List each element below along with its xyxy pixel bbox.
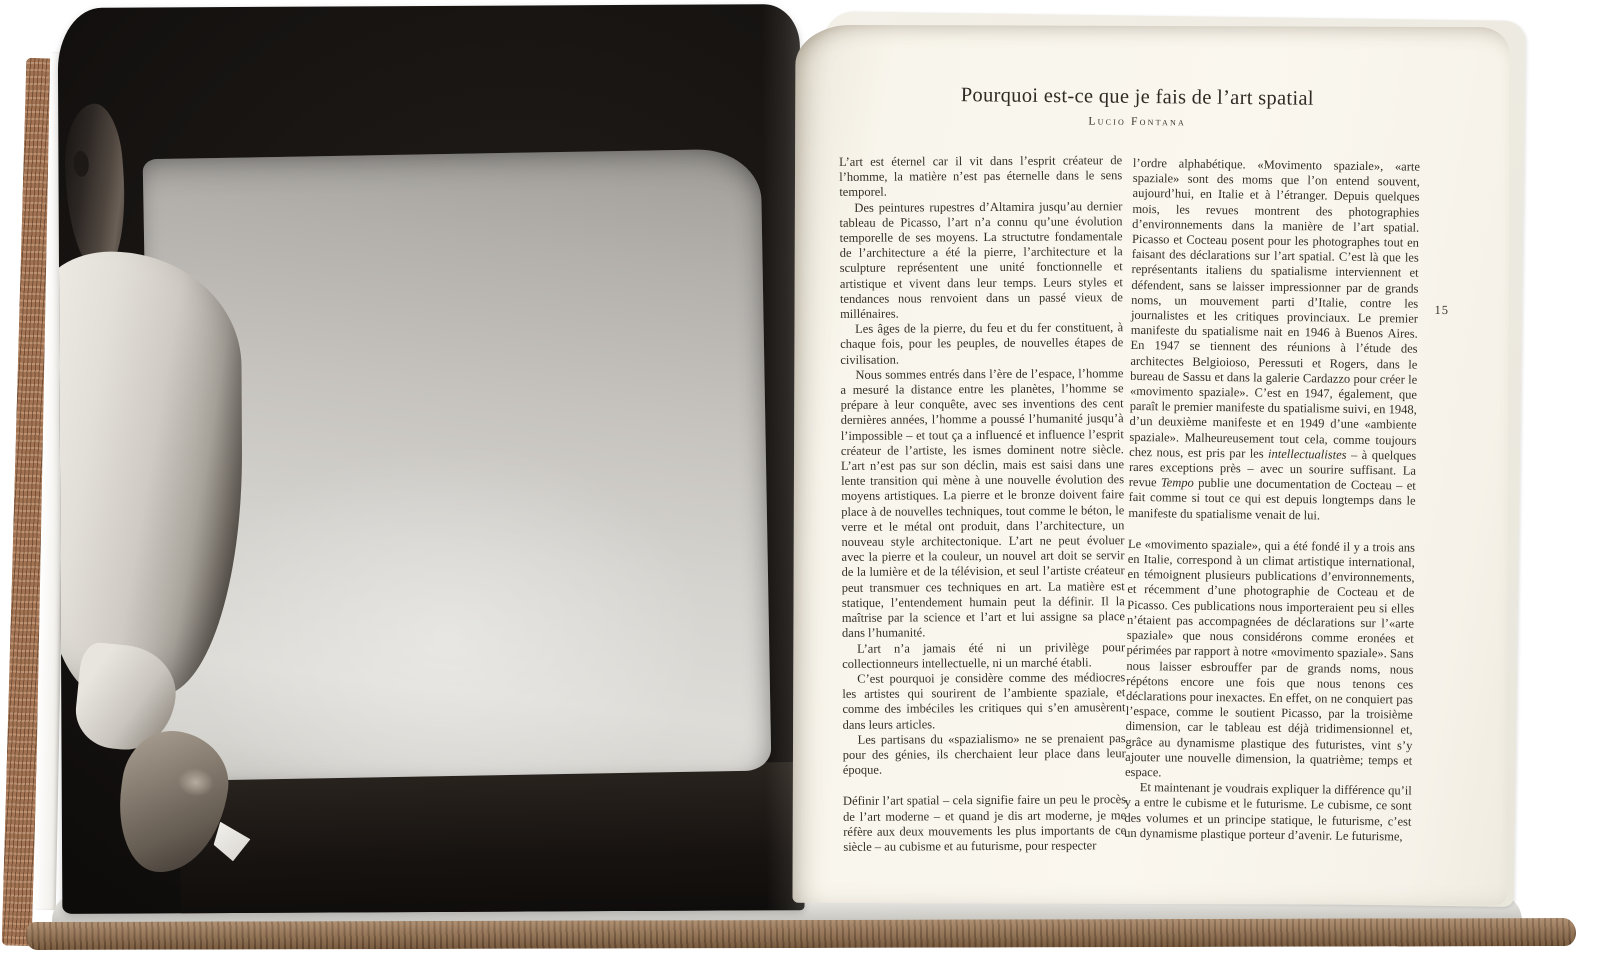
- paragraph: Les âges de la pierre, du feu et du fer constituent, à chaque fois, pour les peuples, de nouvelles étapes de civilisation.: [840, 320, 1124, 367]
- paragraph: Le «movimento spaziale», qui a été fondé il y a trois ans en Italie, correspond à un climat artistique international, en témoignent plusieurs publications d’environnements, et récemment d’une photographie de Cocteau et de Picasso. Ces publications nous importeraient peu si elles n’étaient pas accompagnées de déclarations sur l’«arte spaziale» que nous considérons comme eronées et périmées par rapport à notre «movimento spaziale». Sans nous laisser esbrouffer par de grands noms, nous répétons encore une fois que nous tenons ces déclarations pour inexactes. En effet, on ne conquiert pas l’espace, comme le soutient Picasso, par la troisième dimension, car le tableau est déjà tridimensionnel et, grâce au dynamisme plastique des futuristes, vint s’y ajouter une nouvelle dimension, la quatrième; temps et espace.: [1124, 536, 1416, 780]
- author-byline: Lucio Fontana: [1088, 115, 1187, 129]
- paragraph: L’art n’a jamais été ni un privilège pour collectionneurs intellectuelle, ni un marché établi.: [842, 639, 1126, 671]
- right-page-text: [792, 25, 1509, 905]
- paragraph: Nous sommes entrés dans l’ère de l’espace, l’homme a mesuré la distance entre les planètes, l’homme se prépare à leur conquête, avec ses inventions des cent dernières années, l’homme a poussé l’humanité jusqu’à l’impossible – et tout ça a influencé et influence l’esprit créateur de l’artiste, les ismes dominent notre siècle. L’art n’est pas sur son déclin, mais est saisi dans une lente transition qui mène à une nouvelle évolution des moyens artistiques. La pierre et le bronze doivent faire place à de nouvelles techniques, tout comme le béton, le verre et le métal ont produit, dans l’architecture, un nouveau style architectonique. L’art ne peut évoluer avec la pierre et la couleur, un nouvel art doit se servir de la lumière et de la télévision, et seul l’artiste créateur peut transmuer ces techniques en art. La matière est statique, l’entendement humain peut la définir. Il la maîtrise par la science et l’art et lui assigne sa place dans l’humanité.: [840, 366, 1125, 641]
- page-title: Pourquoi est-ce que je fais de l’art spatial: [960, 84, 1314, 110]
- paragraph: Les partisans du «spazialismo» ne se prenaient pas pour des génies, ils cherchaient leur place dans leur époque.: [842, 730, 1126, 778]
- text-columns: [837, 155, 1420, 857]
- column-left: [839, 153, 1126, 855]
- paragraph: Définir l’art spatial – cela signifie faire un peu le procès de l’art moderne – et quand je dis art moderne, je me réfère aux deux mouvements les plus importants de ce siècle – au cubisme et au futurisme, pour respecter: [842, 792, 1127, 854]
- book-cover-bottom-edge: [26, 918, 1576, 950]
- paragraph: L’art est éternel car il vit dans l’esprit créateur de l’homme, la matière n’est pas éternelle dans le sens temporel.: [839, 153, 1123, 200]
- paragraph: C’est pourquoi je considère comme des médiocres les artistes qui sourirent de l’ambiente spaziale, et comme des imbéciles les critiques qui s’en amusèrent dans leurs articles.: [842, 670, 1126, 732]
- paragraph: Des peintures rupestres d’Altamira jusqu’au dernier tableau de Picasso, l’art n’a connu qu’une évolution temporelle de ses moyens. La structutre fondamentale de l’architecture a été la pierre, l’architecture et la sculpture représentent une unité fonctionnelle et artistique et vivent dans leur temps. Leurs styles et tendances nous renvoient dans un passé vieux de millénaires.: [839, 198, 1123, 321]
- photo-man-head: [60, 102, 131, 276]
- photo-man-shirt: [58, 251, 244, 696]
- left-page-photograph: [58, 4, 805, 914]
- page-number: 15: [1434, 302, 1450, 318]
- column-right: [1124, 156, 1420, 860]
- paragraph: Et maintenant je voudrais expliquer la différence qu’il y a entre le cubisme et le futurisme. Le cubisme, ce sont des volumes et un principe statique, le futurisme, c’est un dynamisme plastique porteur d’avenir. Le futurisme,: [1124, 780, 1412, 844]
- photo-dark-foreground: [179, 762, 805, 914]
- paragraph: l’ordre alphabétique. «Movimento spaziale», «arte spaziale» sont des moms que l’on entend souvent, aujourd’hui, en Italie et à l’étranger. Depuis quelques mois, les revues montrent des photographies d’environnements dans la manière de l’art spatial. Picasso et Cocteau posent pour les photographes tout en faisant des déclarations sur l’art spatial. C’est là que les représentants italiens du spatialisme interviennent et défendent, sans se laisser impressionner par de grands noms, un mouvement parti d’Italie, contre les journalistes et les critiques provinciaux. Le premier manifeste du spatialisme nait en 1946 à Buenos Aires. En 1947 se tiennent des réunions à l’étude des architectes Belgioioso, Peressuti et Rogers, dans le bureau de Sassu et dans la galerie Cardazzo pour créer le «movimento spaziale». C’est en 1947, également, que paraît le premier manifeste du spatialisme suivi, en 1948, d’un deuxième manifeste et en 1949 d’une «ambiente spaziale». Malheureusement tout cela, comme toujours chez nous, est pris par les intellectualistes – à quelques rares exceptions près – avec un sourire suffisant. La revue Tempo publie une documentation de Cocteau – et fait comme si tout ce qui est depuis longtemps dans le manifeste du spatialisme venait de lui.: [1128, 155, 1421, 523]
